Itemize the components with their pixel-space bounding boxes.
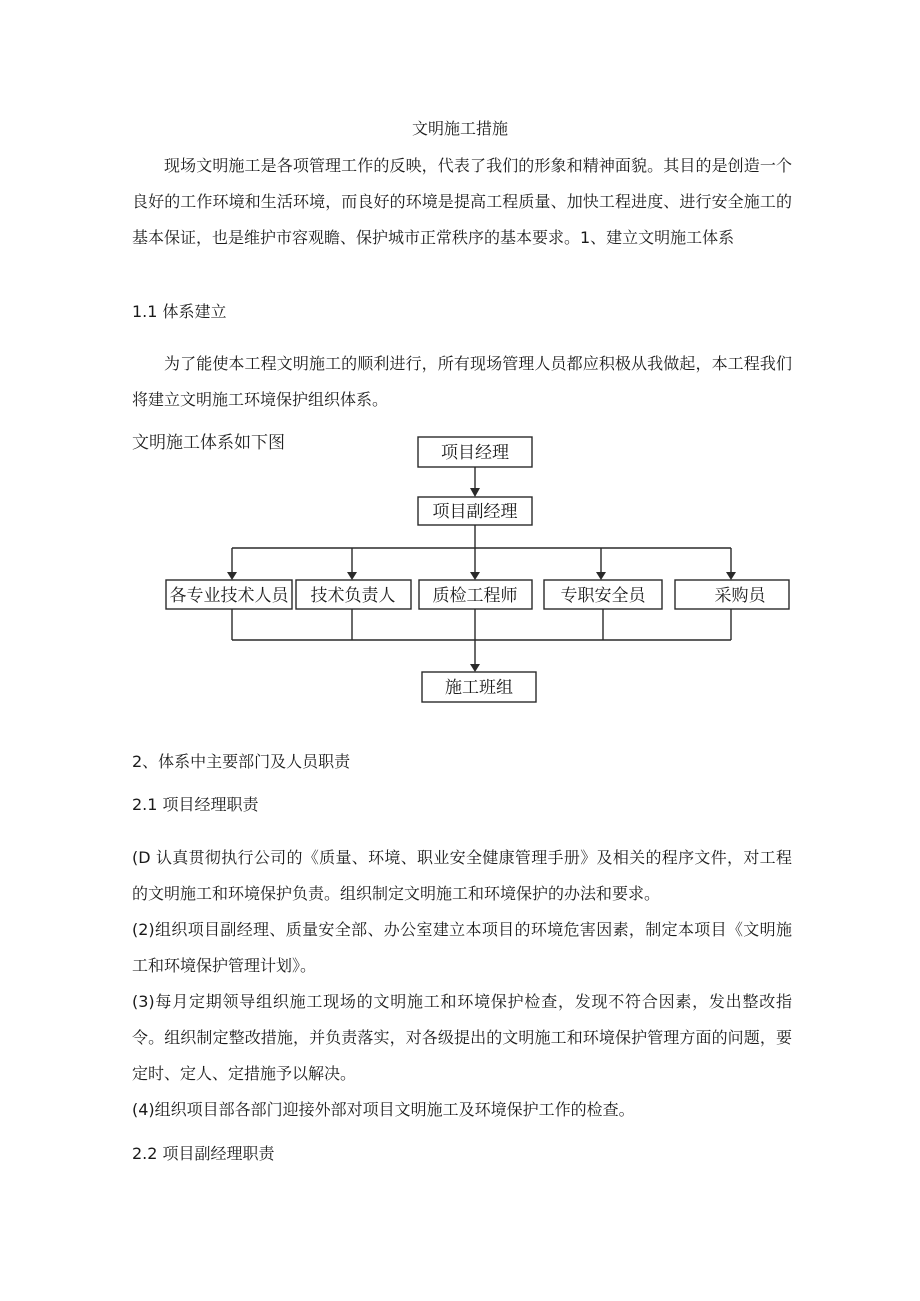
paragraph-1-1: 为了能使本工程文明施工的顺利进行，所有现场管理人员都应积极从我做起，本工程我们将建立文明施工环境保护组织体系。 (132, 354, 792, 409)
section-heading-2-2: 2.2 项目副经理职责 (132, 1144, 275, 1163)
arrow-head (227, 572, 237, 580)
org-label-bottom: 施工班组 (445, 678, 513, 698)
arrow-head (470, 664, 480, 672)
duty-item-2: (2)组织项目副经理、质量安全部、办公室建立本项目的环境危害因素，制定本项目《文明施工和环境保护管理计划》。 (132, 920, 792, 975)
org-label-deputy: 项目副经理 (432, 502, 518, 522)
org-label-staff-5: 采购员 (714, 586, 766, 606)
duty-item-3: (3)每月定期领导组织施工现场的文明施工和环境保护检查，发现不符合因素，发出整改指令。组织制定整改措施，并负责落实，对各级提出的文明施工和环境保护管理方面的问题，要定时、定人、定措施予以解决。 (132, 992, 792, 1083)
section-heading-2-1: 2.1 项目经理职责 (132, 795, 259, 814)
duty-item-1: (D 认真贯彻执行公司的《质量、环境、职业安全健康管理手册》及相关的程序文件，对工程的文明施工和环境保护负责。组织制定文明施工和环境保护的办法和要求。 (132, 848, 792, 903)
section-heading-2: 2、体系中主要部门及人员职责 (132, 752, 351, 771)
page-title: 文明施工措施 (411, 119, 508, 138)
arrow-head (347, 572, 357, 580)
intro-paragraph: 现场文明施工是各项管理工作的反映，代表了我们的形象和精神面貌。其目的是创造一个良好的工作环境和生活环境，而良好的环境是提高工程质量、加快工程进度、进行安全施工的基本保证，也是维护市容观瞻、保护城市正常秩序的基本要求。1、建立文明施工体系 (132, 156, 792, 247)
diagram-caption: 文明施工体系如下图 (132, 433, 285, 453)
org-label-staff-3: 质检工程师 (432, 586, 518, 606)
arrow-head (470, 572, 480, 580)
arrow-head (596, 572, 606, 580)
org-label-top: 项目经理 (441, 443, 509, 463)
duty-item-4: (4)组织项目部各部门迎接外部对项目文明施工及环境保护工作的检查。 (132, 1100, 635, 1119)
arrow-head (470, 488, 480, 497)
section-heading-1-1: 1.1 体系建立 (132, 302, 227, 321)
org-label-staff-2: 技术负责人 (310, 586, 396, 606)
org-label-staff-4: 专职安全员 (560, 586, 646, 606)
arrow-head (726, 572, 736, 580)
org-label-staff-1: 各专业技术人员 (169, 586, 289, 606)
